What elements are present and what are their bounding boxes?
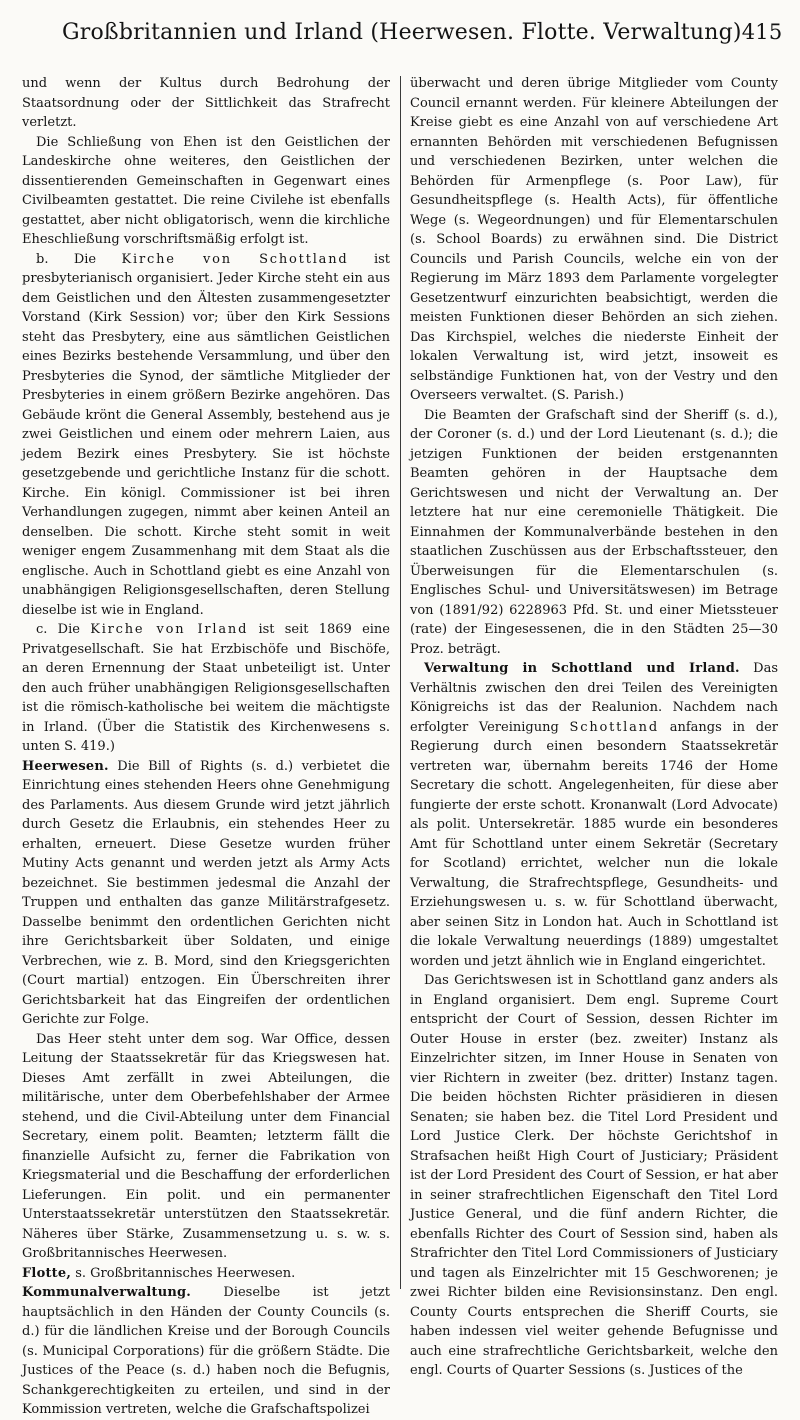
spaced-term: Kirche von Irland [90,622,249,637]
text-columns [22,74,779,1417]
column-rule [400,76,401,1289]
paragraph-kirche-schottland [22,250,390,621]
section-marker: c. Die [36,622,80,637]
paragraph-body: Das Verhältnis zwischen den drei Teilen des Vereinigten Königreichs ist das der Realunion. Nachdem nach erfolgter Vereinigung [410,661,778,735]
section-heading: Flotte, [22,1265,72,1281]
paragraph-body: anfangs in der Regierung durch einen besondern Staatssekretär vertreten war, übernahm bereits 1746 der Home Secretary die schott. Angelegenheiten, für diese aber fungierte der erste schott. Kronanwalt (Lord Advocate) als polit. Untersekretär. 1885 wurde ein besonderes Amt für Schottland unter einem Sekretär (Secretary for Scotland) errichtet, welcher nun die lokale Verwaltung, die Strafrechtspflege, Gesundheits- und Erziehungswesen u. s. w. für Schottland überwacht, aber seinen Sitz in London hat. Auch in Schottland ist die lokale Verwaltung neuerdings (1889) umgestaltet worden und jetzt ähnlich wie in England eingerichtet. [410,719,779,969]
running-title: Großbritannien und Irland (Heerwesen. Flotte. Verwaltung) [62,20,742,45]
section-heading: Heerwesen. [22,758,109,774]
paragraph-verwaltung-schottland-irland [410,659,778,971]
left-column [22,74,390,1417]
section-heading: Verwaltung in Schottland und Irland. [424,661,740,676]
paragraph-body: Die Bill of Rights (s. d.) verbietet die Einrichtung eines stehenden Heers ohne Genehmigung des Parlaments. Aus diesem Grunde wird jetzt jährlich durch Gesetz die Erlaubnis, ein stehendes Heer zu erhalten, erneuert. Diese Gesetze wurden früher Mutiny Acts genannt und werden jetzt als Army Acts bezeichnet. Sie bestimmen jedesmal die Anzahl der Truppen und enthalten das ganze Militärstrafgesetz. Dasselbe benimmt den ordentlichen Gerichten nicht ihre Gerichtsbarkeit über Soldaten, und einige Verbrechen, wie z. B. Mord, sind den Kriegsgerichten (Court martial) entzogen. Ein Überschreiten ihrer Gerichtsbarkeit hat das Eingreifen der ordentlichen Gerichte zur Folge. [22,758,390,1027]
page-number: 415 [741,20,783,44]
spaced-term: Schottland [569,719,659,735]
paragraph-flotte [22,1264,390,1284]
running-head [22,0,783,50]
paragraph-body: ist seit 1869 eine Privatgesellschaft. Sie hat Erzbischöfe und Bischöfe, an deren Ernennung der Staat unbeteiligt ist. Unter den auch früher unabhängigen Religionsgesellschaften ist die römisch-katholische bei weitem die mächtigste in Irland. (Über die Statistik des Kirchenwesens s. unten S. 419.) [22,622,390,754]
paragraph-body: ist presbyterianisch organisiert. Jeder Kirche steht ein aus dem Geistlichen und den Ältesten zusammengesetzter Vorstand (Kirk Session) vor; über den Kirk Sessions steht das Presbytery, eine aus sämtlichen Geistlichen eines Bezirks bestehende Versammlung, und über den Presbyteries die Synod, der sämtliche Mitglieder der Presbyteries in einem größern Bezirke angehören. Das Gebäude krönt die General Assembly, bestehend aus je zwei Geistlichen und einem oder mehrern Laien, aus jedem Bezirk eines Presbytery. Sie ist höchste gesetzgebende und gerichtliche Instanz für die schott. Kirche. Ein königl. Commissioner ist bei ihren Verhandlungen zugegen, nimmt aber keinen Anteil an denselben. Die schott. Kirche steht somit in weit weniger engem Zusammenhang mit dem Staat als die englische. Auch in Schottland giebt es eine Anzahl von unabhängigen Religionsgesellschaften, deren Stellung dieselbe ist wie in England. [22,251,390,618]
paragraph-kultus: und wenn der Kultus durch Bedrohung der Staatsordnung oder der Sittlichkeit das Strafrecht verletzt. [22,76,390,130]
paragraph-gerichtswesen: Das Gerichtswesen ist in Schottland ganz anders als in England organisiert. Dem engl. Supreme Court entspricht der Court of Session, dessen Richter im Outer House in erster (bez. zweiter) Instanz als Einzelrichter sitzen, im Inner House in Senaten von vier Richtern in zweiter (bez. dritter) Instanz tagen. Die beiden höchsten Richter präsidieren in diesen Senaten; sie haben bez. die Titel Lord President und Lord Justice Clerk. Der höchste Gerichtshof in Strafsachen heißt High Court of Justiciary; Präsident ist der Lord President des Court of Session, er hat aber in seiner strafrechtlichen Eigenschaft den Titel Lord Justice General, und die fünf andern Richter, die ebenfalls Richter des Court of Session sind, haben als Strafrichter den Titel Lord Commissioners of Justiciary und tagen als Einzelrichter mit 15 Geschworenen; je zwei Richter bilden eine Revisionsinstanz. Den engl. County Courts entsprechen die Sheriff Courts, sie haben indessen viel weiter gehende Befugnisse und auch eine strafrechtliche Gerichtsbarkeit, welche den engl. Courts of Quarter Sessions (s. Justices of the [410,973,778,1378]
section-heading: Kommunalverwaltung. [22,1285,192,1300]
spaced-term: Kirche von Schottland [121,251,349,267]
section-marker: b. Die [36,251,97,267]
paragraph-county-council: überwacht und deren übrige Mitglieder vom County Council ernannt werden. Für kleinere Abteilungen der Kreise giebt es eine Anzahl von auf verschiedene Art ernannten Behörden mit verschiedenen Befugnissen und verschiedenen Bezirken, unter welchen die Behörden für Armenpflege (s. Poor Law), für Gesundheitspflege (s. Health Acts), für öffentliche Wege (s. Wegeordnungen) und für Elementarschulen (s. School Boards) zu erwähnen sind. Die District Councils und Parish Councils, welche ein von der Regierung im März 1893 dem Parlamente vorgelegter Gesetzentwurf einzurichten beabsichtigt, werden die meisten Funktionen dieser Behörden an sich ziehen. Das Kirchspiel, welches die niederste Einheit der lokalen Verwaltung ist, wird jetzt, insoweit es selbständige Funktionen hat, von der Vestry und den Overseers verwaltet. (S. Parish.) [410,76,778,403]
paragraph-kirche-irland [22,620,390,757]
paragraph-heerwesen [22,757,390,1030]
paragraph-war-office: Das Heer steht unter dem sog. War Office, dessen Leitung der Staatssekretär für das Kriegswesen hat. Dieses Amt zerfällt in zwei Abteilungen, die militärische, unter dem Oberbefehlshaber der Armee stehend, und die Civil-Abteilung unter dem Financial Secretary, einem polit. Beamten; letzterm fällt die finanzielle Aufsicht zu, ferner die Fabrikation von Kriegsmaterial und die Beschaffung der erforderlichen Lieferungen. Ein polit. und ein permanenter Unterstaatssekretär unterstützen den Staatssekretär. Näheres über Stärke, Zusammensetzung u. s. w. s. Großbritannisches Heerwesen. [22,1031,390,1261]
right-column [410,74,779,1378]
paragraph-kommunalverwaltung [22,1283,390,1420]
paragraph-beamte-grafschaft: Die Beamten der Grafschaft sind der Sheriff (s. d.), der Coroner (s. d.) und der Lord Lieutenant (s. d.); die jetzigen Funktionen der beiden erstgenannten Beamten gehören in der Hauptsache dem Gerichtswesen und nicht der Verwaltung an. Der letztere hat nur eine ceremonielle Thätigkeit. Die Einnahmen der Kommunalverbände bestehen in den staatlichen Zuschüssen aus der Erbschaftssteuer, den Überweisungen für die Elementarschulen (s. Englisches Schul- und Universitätswesen) im Betrage von (1891/92) 6228963 Pfd. St. und einer Mietssteuer (rate) der Eingesessenen, die in den Städten 25—30 Proz. beträgt. [410,407,778,657]
paragraph-body: s. Großbritannisches Heerwesen. [75,1265,296,1281]
paragraph-body: Dieselbe ist jetzt hauptsächlich in den Händen der County Councils (s. d.) für die ländlichen Kreise und der Borough Councils (s. Municipal Corporations) für die größern Städte. Die Justices of the Peace (s. d.) haben noch die Befugnis, Schankgerechtigkeiten zu erteilen, und sind in der Kommission vertreten, welche die Grafschaftspolizei [22,1285,390,1417]
paragraph-eheschliessung: Die Schließung von Ehen ist den Geistlichen der Landeskirche ohne weiteres, den Geistlichen der dissentierenden Gemeinschaften in Gegenwart eines Civilbeamten gestattet. Die reine Civilehe ist ebenfalls gestattet, aber nicht obligatorisch, wenn die kirchliche Eheschließung vorschriftsmäßig erfolgt ist. [22,134,390,247]
